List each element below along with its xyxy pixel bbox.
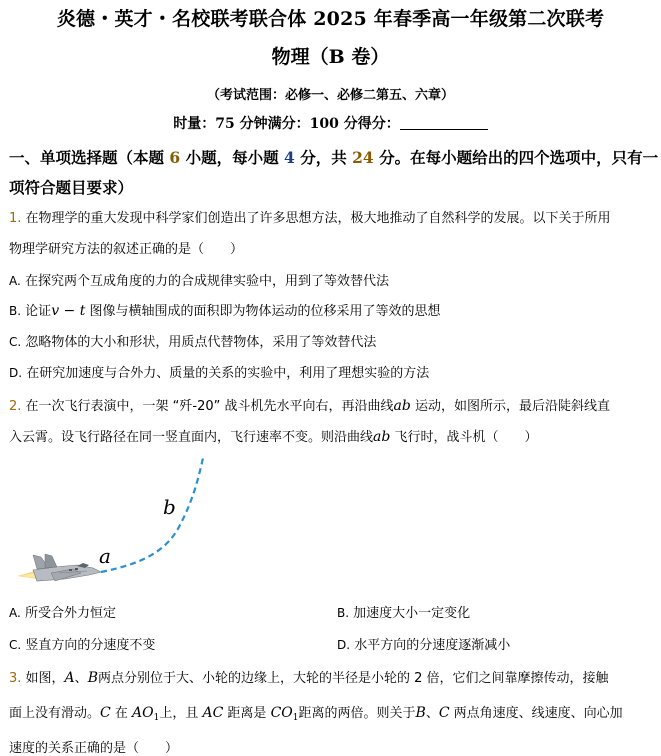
q3-number: 3. [9, 671, 22, 686]
option-text: 加速度大小一定变化 [349, 606, 471, 621]
section-heading [9, 143, 659, 203]
option-text: 忽略物体的大小和形状，用质点代替物体，采用了等效替代法 [21, 335, 377, 350]
math-A: A [64, 670, 75, 686]
q2-option-c[interactable] [9, 634, 155, 653]
option-text: 水平方向的分速度逐渐减小 [350, 638, 511, 653]
option-label: B. [337, 606, 350, 620]
flight-path-diagram [15, 455, 215, 595]
option-label: D. [9, 366, 23, 380]
math-C: C [438, 705, 450, 721]
section-mid2: 分，共 [294, 148, 353, 167]
section-suffix: 分。在每小题给出的四个选项中，只有一项符合题目要求） [9, 148, 659, 197]
option-label: B. [9, 304, 22, 318]
math-B: B [87, 670, 98, 686]
option-text: 在研究加速度与合外力、质量的关系的实验中，利用了理想实验的方法 [22, 366, 430, 381]
q1-number: 1. [9, 211, 22, 226]
math-C: C [100, 705, 111, 721]
exam-meta [0, 113, 661, 133]
math-AC: AC [202, 705, 224, 721]
q3-text: 如图， [21, 671, 65, 686]
q3-text: 上，且 [159, 706, 203, 721]
q1-option-c[interactable] [9, 331, 376, 350]
q2-text-a: 在一次飞行表演中，一架 “歼-20” 战斗机先水平向右，再沿曲线 [21, 399, 394, 414]
q2-option-d[interactable] [337, 634, 510, 653]
section-total: 24 [352, 148, 374, 167]
q3-stem-line1 [9, 667, 609, 686]
math-v-t: v − t [51, 303, 86, 319]
q3-sep: 、 [425, 706, 439, 721]
score-unit: 分得分： [338, 116, 400, 132]
section-count: 6 [169, 148, 181, 167]
q2-text-b: 运动，如图所示，最后沿陡斜线直 [410, 399, 610, 414]
q2-option-a[interactable] [9, 602, 116, 621]
q1-stem-text1: 在物理学的重大发现中科学家们创造出了许多思想方法，极大地推动了自然科学的发展。以下关于所用 [21, 211, 611, 226]
q1-option-b[interactable] [9, 300, 441, 319]
time-unit: 分钟满分： [234, 116, 310, 132]
jet-flight-figure [15, 455, 215, 595]
full-score: 100 [309, 116, 339, 132]
math-B: B [415, 705, 426, 721]
jet-fighter-icon [17, 554, 101, 581]
math-subscript: 1 [292, 713, 299, 723]
section-prefix: 一、单项选择题（本题 [9, 148, 170, 167]
option-label: D. [337, 638, 351, 652]
label-b: b [163, 495, 176, 519]
q3-stem-line2 [9, 702, 623, 723]
time-label: 时量： [173, 116, 216, 132]
section-per: 4 [284, 148, 295, 167]
q3-text: 两点分别位于大、小轮的边缘上，大轮的半径是小轮的 2 倍，它们之间靠摩擦传动，接触 [97, 671, 609, 686]
option-label: C. [9, 638, 22, 652]
q2-text-c: 入云霄。设飞行路径在同一竖直面内，飞行速率不变。则沿曲线 [9, 430, 374, 445]
math-AO: AO [132, 705, 154, 721]
q3-text: 距离是 [223, 706, 271, 721]
q1-option-a[interactable] [9, 270, 389, 289]
option-label: C. [9, 335, 22, 349]
option-text-post: 图像与横轴围成的面积即为物体运动的位移采用了等效的思想 [85, 304, 441, 319]
q3-sep: 、 [74, 671, 88, 686]
q2-option-b[interactable] [337, 602, 470, 621]
option-text: 在探究两个互成角度的力的合成规律实验中，用到了等效替代法 [20, 274, 389, 289]
option-label: A. [9, 274, 21, 288]
section-mid1: 小题，每小题 [180, 148, 284, 167]
label-a: a [99, 544, 111, 568]
option-label: A. [9, 606, 21, 620]
score-blank[interactable] [400, 115, 488, 130]
math-ab: ab [393, 398, 411, 414]
exam-scope: （考试范围：必修一、必修二第五、六章） [206, 88, 454, 103]
math-subscript: 1 [153, 713, 160, 723]
q1-stem-line2: 物理学研究方法的叙述正确的是（ ） [9, 242, 244, 257]
math-ab: ab [373, 429, 391, 445]
option-text: 竖直方向的分速度不变 [21, 638, 156, 653]
q2-number: 2. [9, 399, 22, 414]
q2-stem-line2 [9, 426, 537, 445]
q3-text: 两点角速度、线速度、向心加 [449, 706, 623, 721]
exam-subtitle: 物理（B 卷） [271, 46, 390, 68]
option-text: 所受合外力恒定 [20, 606, 116, 621]
q2-stem-line1 [9, 395, 610, 414]
q1-stem-line1 [9, 207, 611, 226]
exam-title: 炎德・英才・名校联考联合体 2025 年春季高一年级第二次联考 [56, 8, 605, 30]
curve-ab-path [101, 458, 203, 572]
time-value: 75 [215, 116, 235, 132]
q3-text: 距离的两倍。则关于 [298, 706, 416, 721]
q3-text: 在 [110, 706, 132, 721]
math-CO: CO [270, 705, 293, 721]
q3-text: 面上没有滑动。 [9, 706, 101, 721]
q3-stem-line3: 速度的关系正确的是（ ） [9, 741, 179, 756]
q2-text-d: 飞行时，战斗机（ ） [390, 430, 538, 445]
q1-option-d[interactable] [9, 362, 429, 381]
option-text-pre: 论证 [21, 304, 52, 319]
